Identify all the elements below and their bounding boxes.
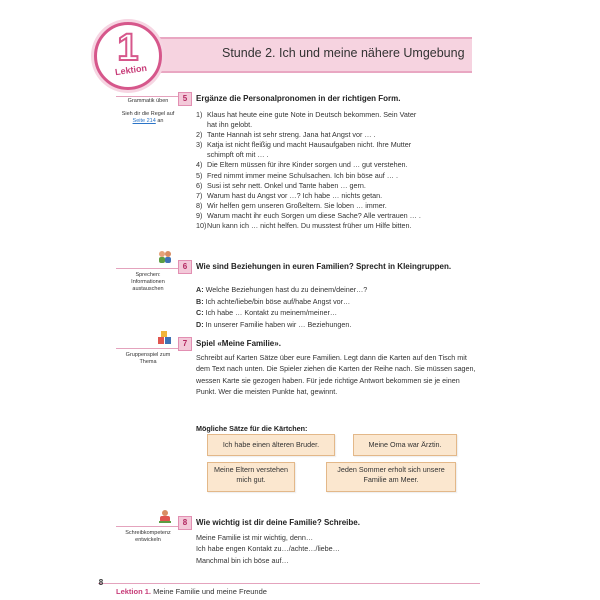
item-text: Klaus hat heute eine gute Note in Deutsch bekommen. Sein Vater (207, 110, 417, 119)
item-text: Susi ist sehr nett. Onkel und Tante haben … gern. (207, 180, 366, 190)
exercise-item (196, 160, 471, 170)
item-number: 1) (196, 110, 203, 119)
dialogue-line-a: A: Welche Beziehungen hast du zu deinem/deiner…? (196, 285, 368, 294)
footer-lesson-title: Meine Familie und meine Freunde (153, 587, 267, 596)
item-number: 3) (196, 140, 203, 150)
lesson-header-bar (150, 37, 472, 73)
sidebar-divider (116, 268, 178, 269)
prompt-line: Ich habe engen Kontakt zu…/achte…/liebe… (196, 544, 340, 554)
item-number: 4) (196, 160, 203, 170)
sidebar-note-game: Gruppenspiel zum Thema (125, 352, 171, 365)
exercise-item (196, 130, 471, 140)
exercise-item (196, 140, 471, 160)
item-number: 8) (196, 200, 203, 210)
exercise-item (196, 181, 471, 191)
exercise-6-title: Wie sind Beziehungen in euren Familien? Sprecht in Kleingruppen. (196, 262, 452, 271)
exercise-6-number: 6 (178, 260, 192, 274)
game-blocks-icon (157, 331, 173, 345)
sidebar-note-speaking: Sprechen: Informationen austauschen (131, 272, 165, 292)
dialogue-line-d: D: In unserer Familie haben wir … Beziehungen. (196, 319, 352, 329)
sidebar-divider (116, 348, 178, 349)
exercise-5-list (196, 110, 471, 231)
dialogue-line-b: B: Ich achte/liebe/bin böse auf/habe Angst vor… (196, 296, 351, 306)
sidebar-note-title: Grammatik üben (127, 98, 169, 104)
item-number: 2) (196, 130, 203, 140)
exercise-5-title: Ergänze die Personalpronomen in der richtigen Form. (196, 94, 401, 103)
item-text: Fred nimmt immer meine Schulsachen. Ich bin böse auf … . (207, 170, 398, 180)
item-text: Wir helfen gern unseren Großeltern. Sie loben … immer. (207, 200, 387, 210)
item-text: Die Eltern müssen für ihre Kinder sorgen und … gut verstehen. (207, 160, 408, 170)
sidebar-note-writing: Schreibkompetenz entwickeln (125, 530, 171, 543)
people-talking-icon (157, 250, 173, 264)
item-text: Katja ist nicht fleißig und macht Hausaufgaben nicht. Ihre Mutter (207, 140, 412, 150)
sidebar-note-grammar (118, 98, 178, 125)
exercise-8-prompts (196, 532, 476, 566)
exercise-8-title: Wie wichtig ist dir deine Familie? Schreibe. (196, 518, 360, 527)
exercise-6-dialogue (196, 284, 476, 330)
item-number: 7) (196, 190, 203, 200)
sidebar-divider (116, 96, 178, 97)
sidebar-note-prefix: Sieh dir die Regel auf (121, 111, 175, 117)
footer-divider (98, 583, 480, 584)
exercise-item (196, 191, 471, 201)
lesson-word: Lektion (114, 62, 148, 78)
footer-lesson: Lektion 1. (116, 587, 152, 596)
item-text: Tante Hannah ist sehr streng. Jana hat Angst vor … . (207, 130, 376, 140)
exercise-7-instructions: Schreibt auf Karten Sätze über eure Familien. Legt dann die Karten auf den Tisch mit dem Text nach unten. Die Spieler ziehen die Karten der Reihe nach. Sie müssen sagen, wessen Karte sie gezogen haben. Für jede richtige Antwort bekommen sie je einen Punkt. Wer die meisten Punkte hat, gewinnt. (196, 353, 476, 397)
exercise-item (196, 221, 471, 231)
item-number: 6) (196, 180, 203, 190)
sidebar-note-text (118, 111, 178, 125)
exercise-item (196, 171, 471, 181)
sentence-card: Meine Oma war Ärztin. (353, 434, 457, 456)
sidebar-note-suffix: an (157, 118, 164, 124)
page-link[interactable]: Seite 214 (132, 118, 156, 124)
prompt-line: Meine Familie ist mir wichtig, denn… (196, 533, 314, 542)
exercise-8-number: 8 (178, 516, 192, 530)
dialogue-line-c: C: Ich habe … Kontakt zu meinem/meiner… (196, 308, 338, 317)
exercise-item (196, 211, 471, 221)
item-text: Warum hast du Angst vor …? Ich habe … nichts getan. (207, 190, 383, 200)
item-text-continuation: schimpft oft mit … . (207, 150, 269, 160)
page-number: 8 (98, 578, 104, 587)
item-text: Warum macht ihr euch Sorgen um diese Sache? Alle vertrauen … . (207, 210, 421, 220)
exercise-7-number: 7 (178, 337, 192, 351)
item-number: 9) (196, 210, 203, 220)
exercise-item (196, 201, 471, 211)
lesson-number: 1 (117, 27, 139, 69)
exercise-7-subtitle: Mögliche Sätze für die Kärtchen: (196, 424, 308, 433)
exercise-7-title: Spiel «Meine Familie». (196, 339, 281, 348)
lesson-badge (94, 22, 162, 90)
exercise-5-number: 5 (178, 92, 192, 106)
writing-person-icon (157, 510, 173, 524)
page-title: Stunde 2. Ich und meine nähere Umgebung (222, 46, 465, 60)
sentence-card: Ich habe einen älteren Bruder. (207, 434, 335, 456)
exercise-item (196, 110, 471, 130)
sidebar-divider (116, 526, 178, 527)
sentence-card: Jeden Sommer erholt sich unsere Familie am Meer. (326, 462, 456, 492)
item-text: Nun kann ich … nicht helfen. Du musstest früher um Hilfe bitten. (207, 221, 412, 231)
item-number: 10) (196, 221, 207, 231)
prompt-line: Manchmal bin ich böse auf… (196, 555, 289, 565)
sentence-card: Meine Eltern verstehen mich gut. (207, 462, 295, 492)
footer-title (116, 587, 267, 596)
item-text-continuation: hat ihn gelobt. (207, 120, 253, 130)
item-number: 5) (196, 170, 203, 180)
